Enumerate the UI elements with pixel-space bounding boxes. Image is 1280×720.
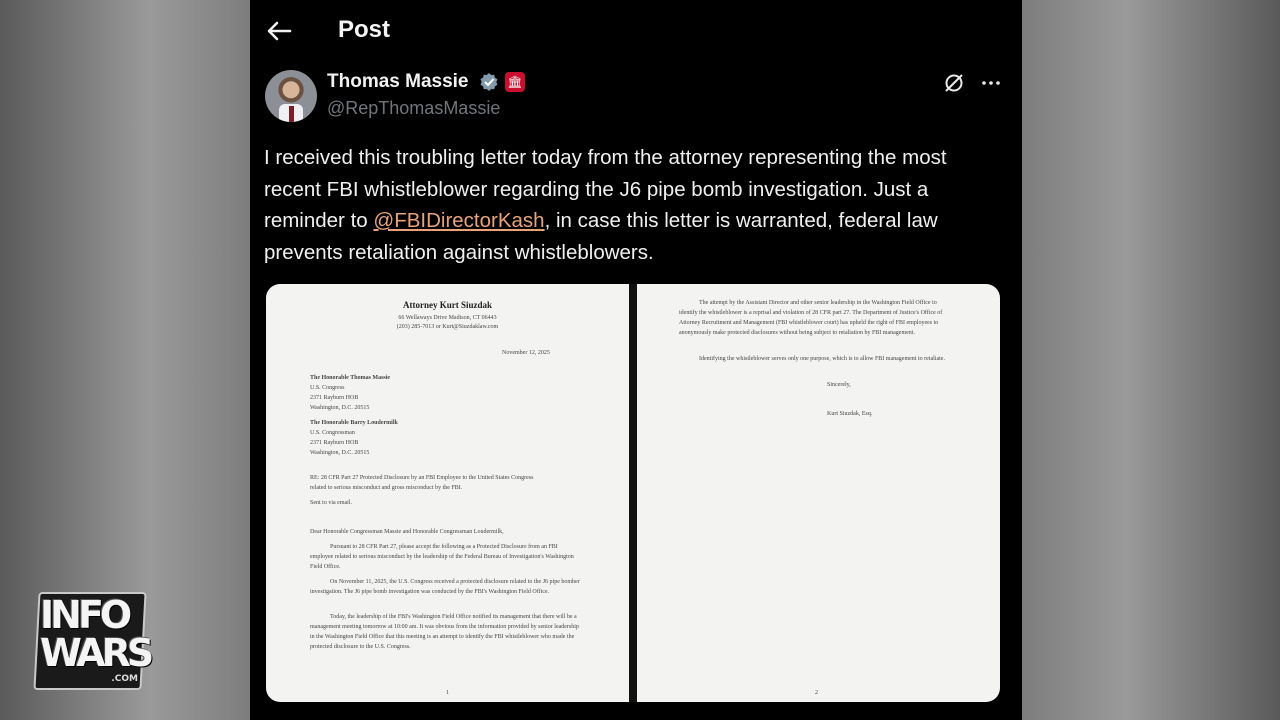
- verified-badge-icon: [479, 72, 499, 92]
- attached-images[interactable]: [266, 284, 1000, 702]
- letter-paragraph-2: On November 11, 2025, the U.S. Congress received a protected disclosure related to the J6 pipe bomber investigation. The J6 pipe bomb investigation was conducted by the FBI's Washington Field Office.: [310, 579, 580, 595]
- avatar[interactable]: [265, 70, 317, 122]
- recipient1-name: The Honorable Thomas Massie: [310, 375, 391, 381]
- recipient2-line1: U.S. Congressman: [310, 430, 355, 436]
- letterhead-contact: (203) 285-7013 or Kurt@Siuzdaklaw.com: [396, 324, 499, 330]
- letter-page-1[interactable]: [266, 284, 629, 702]
- author-handle[interactable]: @RepThomasMassie: [327, 98, 501, 118]
- letterhead-address: 66 Wellaways Drive Madison, CT 06443: [398, 315, 497, 321]
- letter-paragraph-3: Today, the leadership of the FBI's Washington Field Office notified its management that there will be a management meeting tomorrow at 10:00 am. It was obvious from the information provided by senior leadership in the Washington Field Office that this meeting is an attempt to identify the FBI whistleblower who made the protected disclosure to the U.S. Congress.: [310, 614, 579, 650]
- letter-paragraph-1: Pursuant to 28 CFR Part 27, please accept the following as a Protected Disclosure from an FBI employee related to serious misconduct by the leadership of the Federal Bureau of Investigation's Washington Field Office.: [310, 544, 574, 570]
- recipient2-name: The Honorable Barry Loudermilk: [310, 420, 398, 426]
- letter-date: November 12, 2025: [502, 350, 550, 356]
- author-name[interactable]: Thomas Massie: [327, 71, 469, 92]
- re-line1: RE: 28 CFR Part 27 Protected Disclosure by an FBI Employee to the United States Congress: [310, 475, 534, 481]
- logo-suffix: .COM: [111, 674, 138, 684]
- recipient2-line2: 2371 Rayburn HOB: [310, 440, 359, 446]
- letter-closing: Sincerely,: [827, 382, 851, 388]
- background-right: [1022, 0, 1280, 720]
- logo-line2: WARS: [40, 631, 151, 675]
- government-badge-icon: 🏛: [505, 72, 525, 92]
- recipient1-line1: U.S. Congress: [310, 385, 345, 391]
- recipient1-line2: 2371 Rayburn HOB: [310, 395, 359, 401]
- page-title: Post: [338, 16, 391, 43]
- letterhead-name: Attorney Kurt Siuzdak: [402, 300, 492, 310]
- logo-line1: INFO: [40, 593, 129, 637]
- re-line2: related to serious misconduct and gross misconduct by the FBI.: [310, 485, 463, 491]
- more-options-icon[interactable]: [980, 72, 1002, 94]
- letter2-paragraph-1: The attempt by the Assistant Director and other senior leadership in the Washington Field Office to identify the whistleblower is a reprisal and violation of 28 CFR part 27. The Department of Justice's Office of Attorney Recruitment and Management (FBI whistleblower court) has upheld the right of FBI employees to anonymously make protected disclosures without being subject to retaliation by FBI management.: [679, 300, 943, 336]
- post-header: [250, 0, 1022, 62]
- page-number-2: 2: [815, 690, 818, 696]
- mention-link[interactable]: @FBIDirectorKash: [373, 209, 545, 232]
- recipient1-line3: Washington, D.C. 20515: [310, 405, 370, 411]
- tweet-text-after: , in case this letter is warranted, federal law prevents retaliation against whistleblowers.: [264, 209, 938, 264]
- recipient2-line3: Washington, D.C. 20515: [310, 450, 370, 456]
- grok-icon[interactable]: [943, 72, 965, 94]
- letter2-paragraph-2: Identifying the whistleblower serves only one purpose, which is to allow FBI management to retaliate.: [699, 356, 945, 362]
- post-panel: [250, 0, 1022, 720]
- tweet-text-before: I received this troubling letter today from the attorney representing the most recent FBI whistleblower regarding the J6 pipe bomb investigation. Just a reminder to: [264, 146, 947, 232]
- back-arrow-icon[interactable]: [264, 16, 294, 46]
- page-number-1: 1: [446, 690, 449, 696]
- infowars-logo: [36, 592, 151, 688]
- letter-page-2[interactable]: [637, 284, 1000, 702]
- letter-signature: Kurt Siuzdak, Esq.: [827, 411, 873, 417]
- salutation: Dear Honorable Congressman Massie and Honorable Congressman Loudermilk,: [310, 529, 504, 535]
- avatar-tie: [289, 106, 294, 122]
- sent-note: Sent to via email.: [310, 500, 352, 506]
- tweet-text: [264, 142, 1004, 268]
